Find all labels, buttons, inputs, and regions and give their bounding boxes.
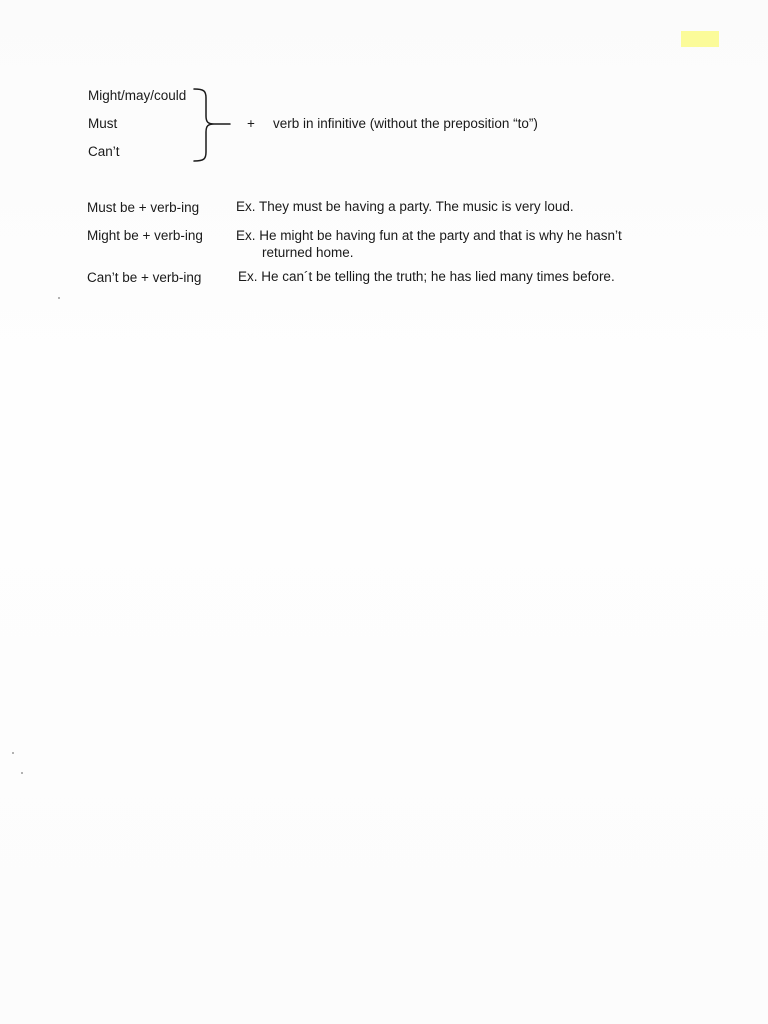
example-cant-be: Ex. He can´t be telling the truth; he has lied many times before. bbox=[238, 269, 615, 284]
scan-speck bbox=[58, 297, 60, 299]
example-must-be: Ex. They must be having a party. The music is very loud. bbox=[236, 199, 574, 214]
modal-cant: Can’t bbox=[88, 144, 120, 159]
infinitive-rule: verb in infinitive (without the preposition “to”) bbox=[273, 116, 538, 131]
form-cant-be-verb-ing: Can’t be + verb-ing bbox=[87, 270, 202, 285]
scan-speck bbox=[21, 772, 23, 774]
form-must-be-verb-ing: Must be + verb-ing bbox=[87, 200, 200, 215]
plus-sign: + bbox=[247, 116, 255, 131]
modal-might-may-could: Might/may/could bbox=[88, 88, 187, 103]
example-might-be-continuation: returned home. bbox=[262, 245, 354, 260]
curly-bracket-icon bbox=[190, 86, 240, 164]
yellow-highlight-mark bbox=[681, 31, 719, 47]
example-might-be: Ex. He might be having fun at the party and that is why he hasn’t bbox=[236, 228, 622, 243]
modal-must: Must bbox=[88, 116, 118, 131]
form-might-be-verb-ing: Might be + verb-ing bbox=[87, 228, 203, 243]
scan-speck bbox=[12, 752, 14, 754]
